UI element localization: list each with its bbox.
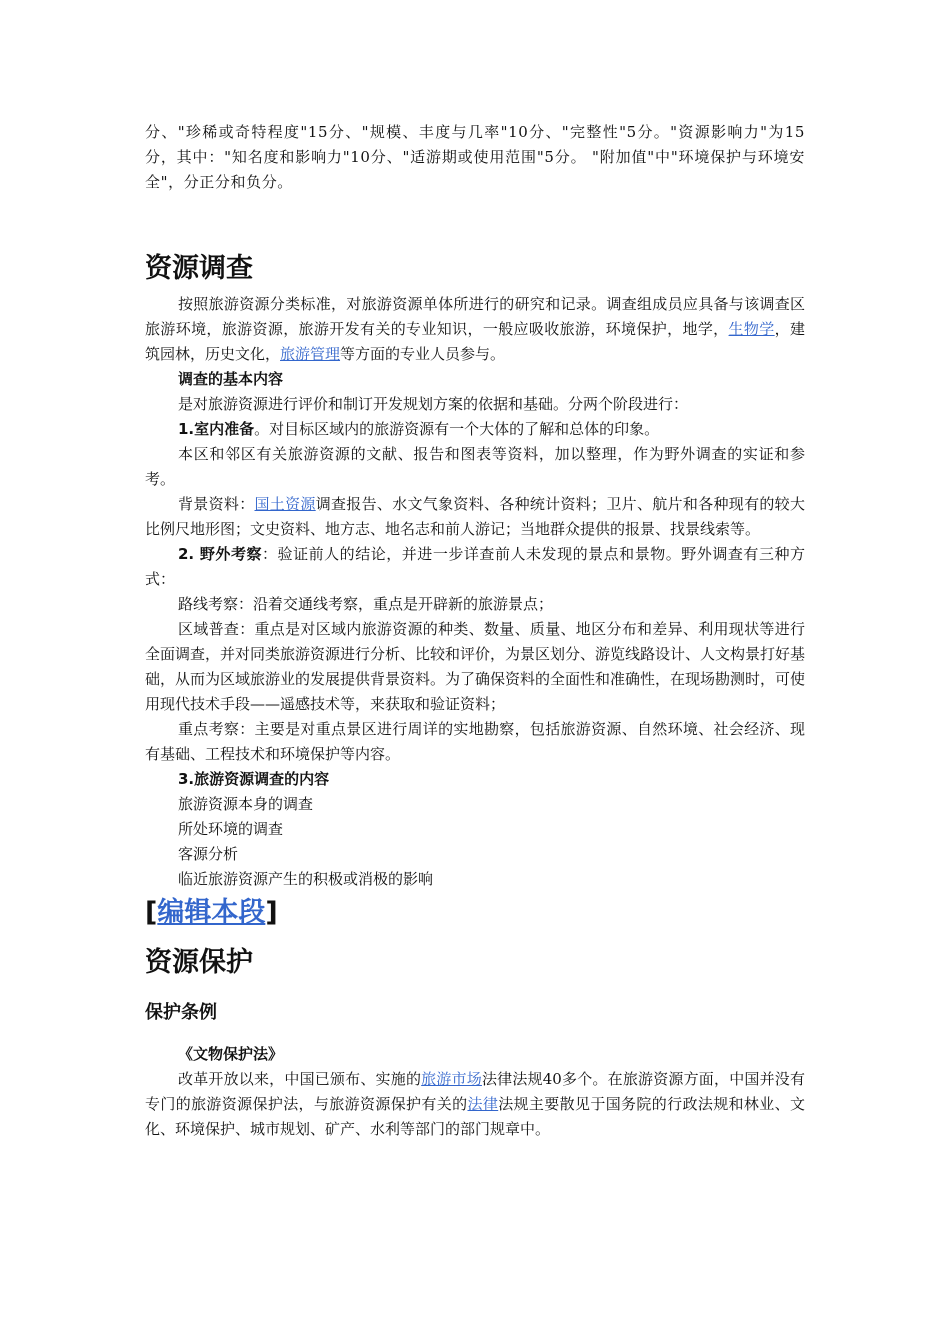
intro-paragraph: 分、"珍稀或奇特程度"15分、"规模、丰度与几率"10分、"完整性"5分。"资源影响力"为15分，其中："知名度和影响力"10分、"适游期或使用范围"5分。 "附加值"中"环境保护与环境安全"，分正分和负分。 — [145, 123, 805, 191]
step3-label: 3.旅游资源调查的内容 — [178, 770, 330, 788]
step2-paragraph: 2. 野外考察：验证前人的结论，并进一步详查前人未发现的景点和景物。野外调查有三种方式： — [145, 545, 806, 588]
law-title: 《文物保护法》 — [178, 1045, 284, 1063]
basic-content-title: 调查的基本内容 — [178, 370, 284, 388]
list-item: 旅游资源本身的调查 — [178, 795, 314, 813]
survey-intro-paragraph: 按照旅游资源分类标准，对旅游资源单体所进行的研究和记录。调查组成员应具备与该调查区旅游环境，旅游资源，旅游开发有关的专业知识，一般应吸收旅游，环境保护，地学，生物学，建筑园林，历史文化，旅游管理等方面的专业人员参与。 — [145, 295, 805, 363]
basic-content-text: 是对旅游资源进行评价和制订开发规划方案的依据和基础。分两个阶段进行： — [178, 395, 689, 413]
section-heading-survey: 资源调查 — [145, 253, 253, 284]
link-land-resources[interactable]: 国土资源 — [254, 495, 316, 513]
document-page — [145, 120, 805, 1142]
background-materials-paragraph: 背景资料：国土资源调查报告、水文气象资料、各种统计资料；卫片、航片和各种现有的较大比例尺地形图；文史资料、地方志、地名志和前人游记；当地群众提供的报景、找景线索等。 — [145, 495, 805, 538]
list-item: 临近旅游资源产生的积极或消极的影响 — [178, 870, 434, 888]
link-law[interactable]: 法律 — [467, 1095, 499, 1113]
step1-label: 1.室内准备 — [178, 420, 255, 438]
route-survey-paragraph: 路线考察：沿着交通线考察，重点是开辟新的旅游景点； — [178, 595, 554, 613]
link-tourism-management[interactable]: 旅游管理 — [280, 345, 341, 363]
region-survey-paragraph: 区域普查：重点是对区域内旅游资源的种类、数量、质量、地区分布和差异、利用现状等进行全面调查，并对同类旅游资源进行分析、比较和评价，为景区划分、游览线路设计、人文构景打好基础，从而为区域旅游业的发展提供背景资料。为了确保资料的全面性和准确性，在现场勘测时，可使用现代技术手段——遥感技术等，来获取和验证资料； — [145, 620, 806, 713]
list-item: 客源分析 — [178, 845, 239, 863]
step1-materials-paragraph: 本区和邻区有关旅游资源的文献、报告和图表等资料，加以整理，作为野外调查的实证和参考。 — [145, 445, 805, 488]
step1-paragraph: 1.室内准备。对目标区域内的旅游资源有一个大体的了解和总体的印象。 — [178, 420, 660, 438]
link-tourism-market[interactable]: 旅游市场 — [421, 1070, 482, 1088]
key-survey-paragraph: 重点考察：主要是对重点景区进行周详的实地勘察，包括旅游资源、自然环境、社会经济、现有基础、工程技术和环境保护等内容。 — [145, 720, 805, 763]
subheading-protection-rules: 保护条例 — [145, 1002, 217, 1023]
edit-section-link[interactable]: 编辑本段 — [157, 897, 266, 928]
edit-section-heading: [编辑本段] — [145, 897, 278, 928]
link-biology[interactable]: 生物学 — [728, 320, 775, 338]
protection-paragraph: 改革开放以来，中国已颁布、实施的旅游市场法律法规40多个。在旅游资源方面，中国并没有专门的旅游资源保护法，与旅游资源保护有关的法律法规主要散见于国务院的行政法规和林业、文化、环境保护、城市规划、矿产、水利等部门的部门规章中。 — [145, 1070, 805, 1138]
list-item: 所处环境的调查 — [178, 820, 284, 838]
section-heading-protection: 资源保护 — [145, 947, 253, 978]
step2-label: 2. 野外考察 — [178, 545, 263, 563]
